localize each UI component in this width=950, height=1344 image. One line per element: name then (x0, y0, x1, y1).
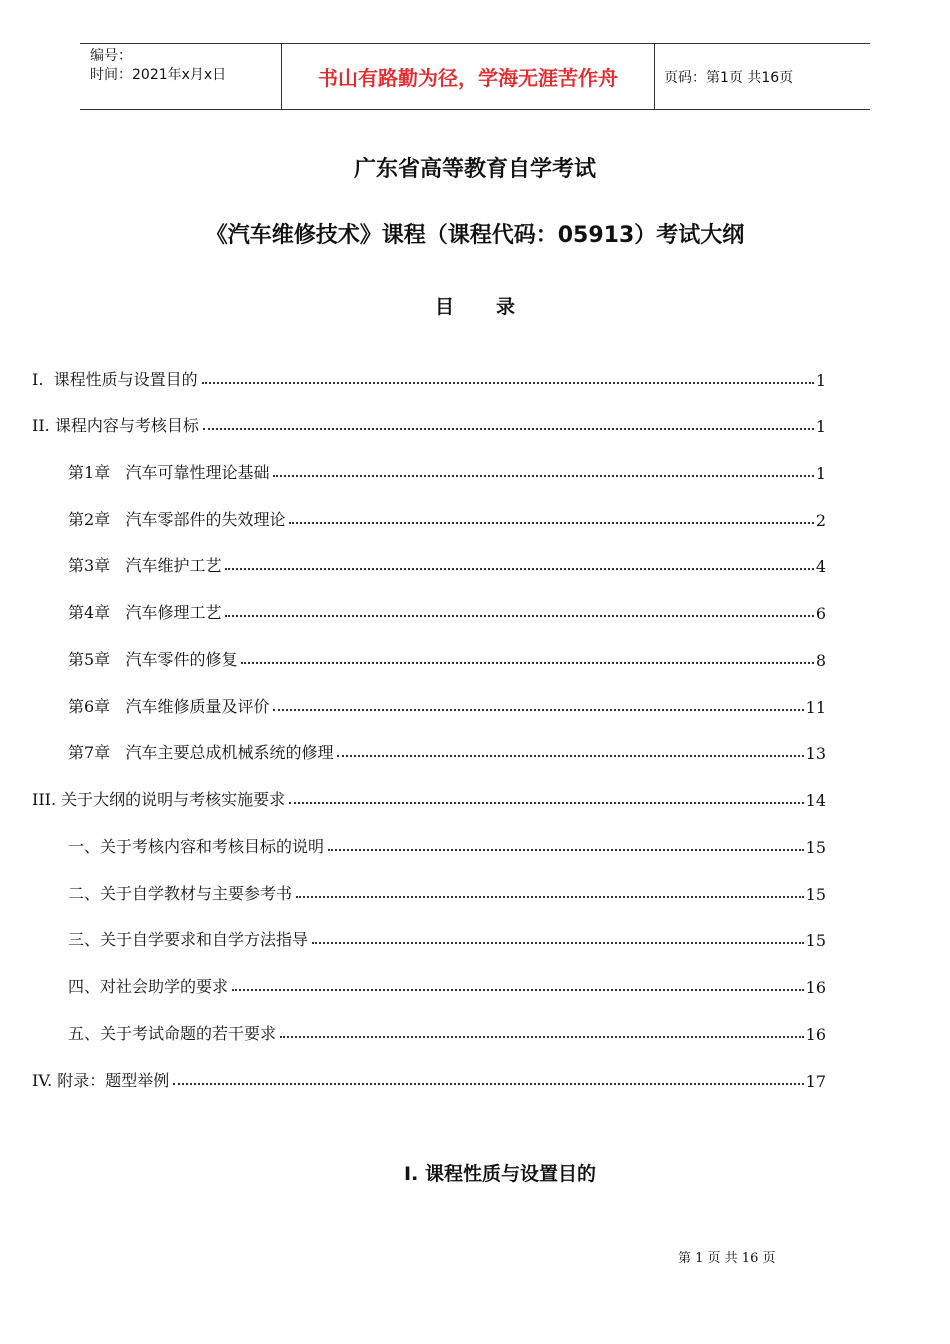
toc-item[interactable] (68, 1016, 826, 1044)
toc-leader (280, 1035, 804, 1038)
toc-item-page: 8 (815, 651, 826, 670)
toc-leader (273, 474, 813, 477)
time-label: 时间：2021年x月x日 (90, 67, 227, 83)
toc-leader (241, 661, 813, 664)
toc-item[interactable] (68, 922, 826, 950)
toc-leader (202, 381, 814, 384)
toc-item-label: 第4章 汽车修理工艺 (68, 603, 222, 622)
toc-leader (296, 895, 804, 898)
toc-item[interactable] (68, 876, 826, 904)
toc-item-label: 第3章 汽车维护工艺 (68, 556, 222, 575)
toc-item[interactable] (32, 362, 826, 390)
toc-leader (203, 427, 814, 430)
page-footer: 第 1 页 共 16 页 (678, 1251, 776, 1266)
title-line-2: 《汽车维修技术》课程（课程代码：05913）考试大纲 (205, 223, 745, 248)
toc-item-label: I. 课程性质与设置目的 (32, 370, 198, 389)
toc-item-page: 16 (805, 1025, 826, 1044)
toc-item-page: 11 (805, 698, 826, 717)
toc-item-label: 第1章 汽车可靠性理论基础 (68, 463, 270, 482)
toc-heading: 目录 (434, 296, 557, 318)
toc-item-page: 2 (815, 511, 826, 530)
toc-item[interactable] (32, 408, 826, 436)
toc-item[interactable] (68, 829, 826, 857)
toc-item-page: 15 (805, 931, 826, 950)
toc-item-label: 四、对社会助学的要求 (68, 977, 229, 996)
toc-leader (173, 1082, 803, 1085)
toc-item[interactable] (32, 1063, 826, 1091)
toc-item-label: 第5章 汽车零件的修复 (68, 650, 238, 669)
toc-leader (273, 708, 803, 711)
toc-item[interactable] (32, 782, 826, 810)
toc-item-page: 4 (815, 557, 826, 576)
toc-leader (312, 941, 804, 944)
toc-leader (289, 521, 813, 524)
page-info: 页码：第1页 共16页 (664, 69, 794, 86)
toc-leader (328, 848, 804, 851)
toc-item-page: 15 (805, 838, 826, 857)
toc-item-label: 二、关于自学教材与主要参考书 (68, 884, 293, 903)
toc-leader (225, 614, 813, 617)
toc-item-page: 1 (815, 464, 826, 483)
toc-item[interactable] (68, 642, 826, 670)
toc-item-label: 三、关于自学要求和自学方法指导 (68, 930, 309, 949)
toc-item-label: 一、关于考核内容和考核目标的说明 (68, 837, 325, 856)
section-heading: I. 课程性质与设置目的 (404, 1163, 596, 1185)
toc-item[interactable] (68, 595, 826, 623)
document-header (80, 43, 870, 110)
toc-item-label: 第6章 汽车维修质量及评价 (68, 697, 270, 716)
toc-item-label: II. 课程内容与考核目标 (32, 416, 199, 435)
toc-item-label: III. 关于大纲的说明与考核实施要求 (32, 790, 286, 809)
toc-leader (232, 988, 804, 991)
toc-item[interactable] (68, 969, 826, 997)
toc-item-label: 第7章 汽车主要总成机械系统的修理 (68, 743, 334, 762)
toc-item-page: 13 (805, 744, 826, 763)
title-line-1: 广东省高等教育自学考试 (353, 157, 596, 182)
toc-item[interactable] (68, 689, 826, 717)
toc-item-label: 第2章 汽车零部件的失效理论 (68, 510, 286, 529)
toc-item[interactable] (68, 735, 826, 763)
toc-item-page: 15 (805, 885, 826, 904)
toc-item[interactable] (68, 455, 826, 483)
toc-item-label: IV. 附录：题型举例 (32, 1071, 170, 1090)
toc-item[interactable] (68, 548, 826, 576)
toc-leader (337, 754, 803, 757)
toc-item-page: 1 (815, 371, 826, 390)
toc-item-page: 1 (815, 417, 826, 436)
toc-item[interactable] (68, 502, 826, 530)
toc-leader (289, 801, 804, 804)
toc-item-label: 五、关于考试命题的若干要求 (68, 1024, 277, 1043)
toc-leader (225, 567, 813, 570)
toc-item-page: 17 (805, 1072, 826, 1091)
toc-item-page: 16 (805, 978, 826, 997)
toc-item-page: 6 (815, 604, 826, 623)
number-label: 编号： (90, 48, 132, 64)
motto: 书山有路勤为径，学海无涯苦作舟 (282, 44, 655, 109)
toc-item-page: 14 (805, 791, 826, 810)
header-meta (80, 44, 282, 109)
